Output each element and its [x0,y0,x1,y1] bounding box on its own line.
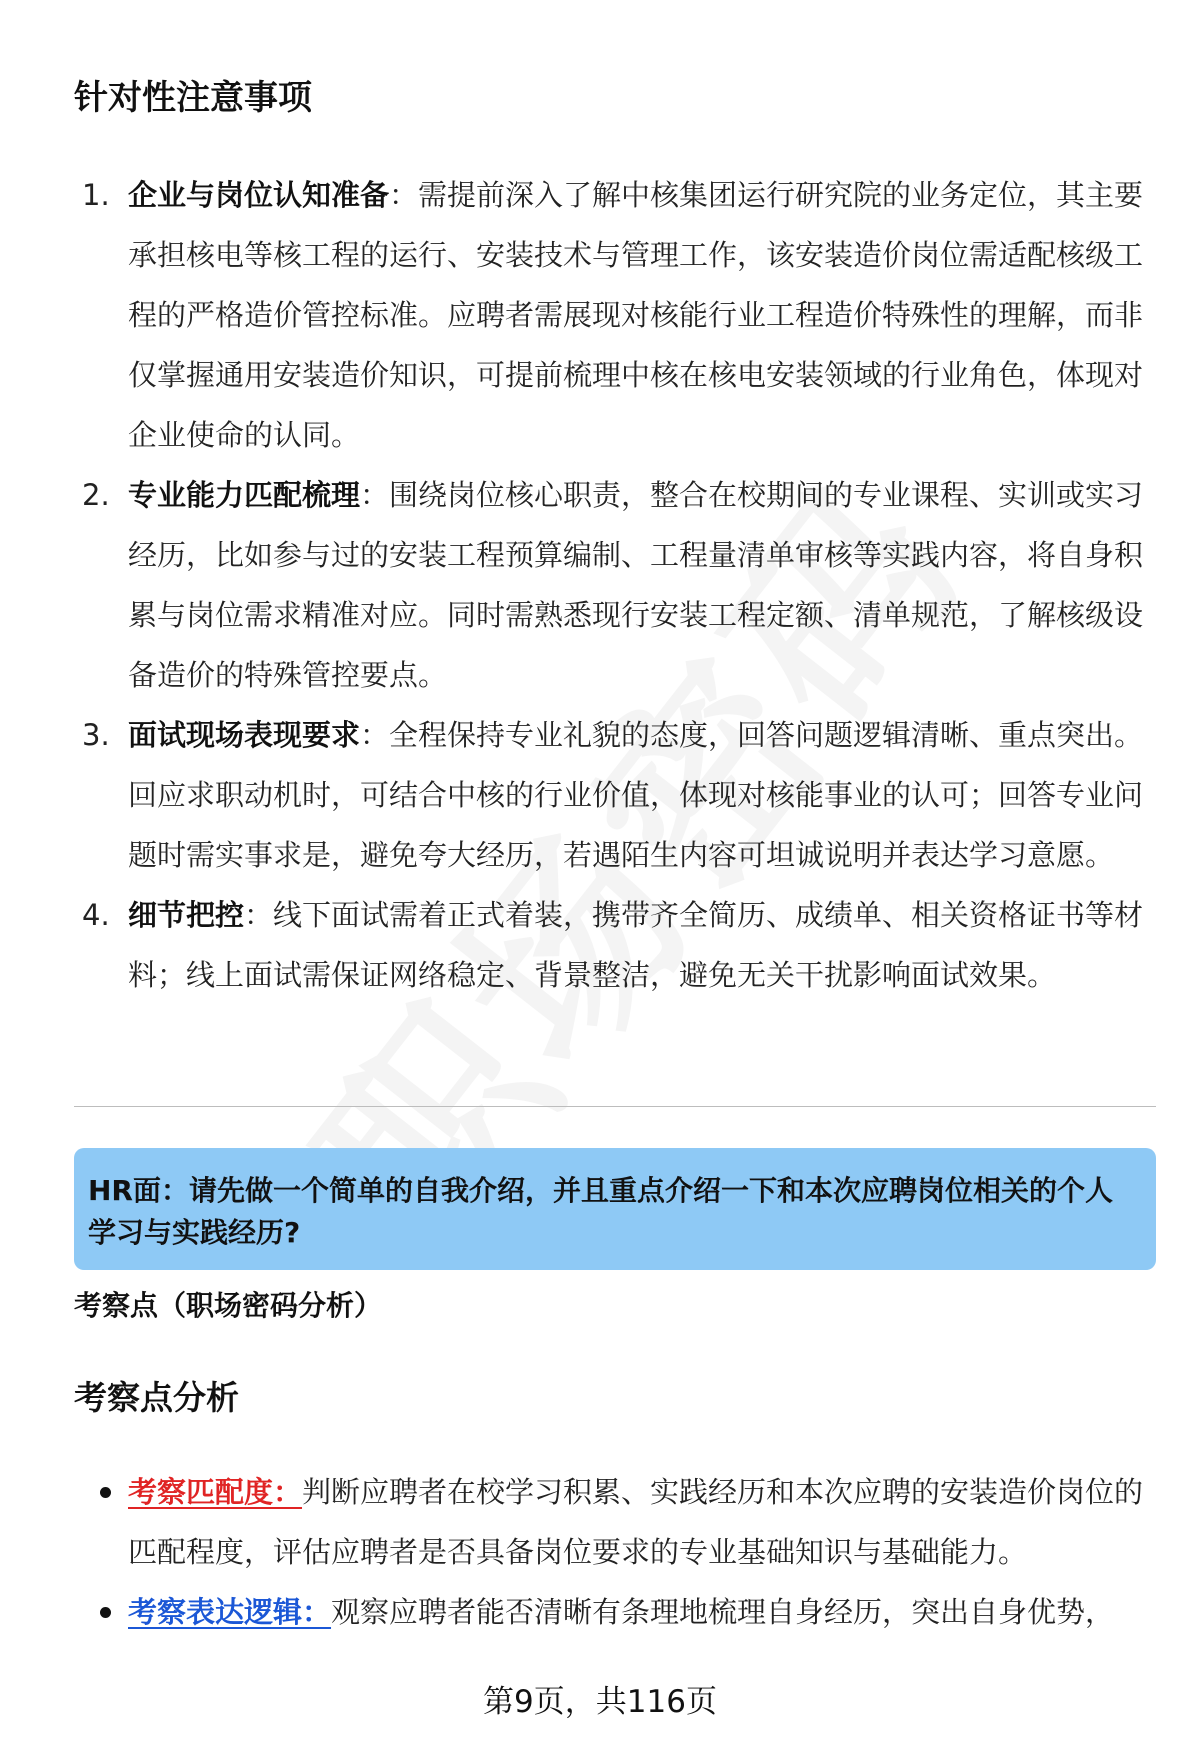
item-separator: ： [360,478,390,512]
item-text: 围绕岗位核心职责，整合在校期间的专业课程、实训或实习经历，比如参与过的安装工程预算编制、工程量清单审核等实践内容，将自身积累与岗位需求精准对应。同时需熟悉现行安装工程定额、清单规范，了解核级设备造价的特殊管控要点。 [128,478,1144,692]
bullet-keyword: 考察表达逻辑： [128,1595,332,1629]
item-separator: ： [389,178,419,212]
bullet-dot-icon [100,1607,111,1618]
item-number: 4. [82,898,110,932]
item-number: 2. [82,478,110,512]
section-title: 针对性注意事项 [74,78,312,118]
item-separator: ： [244,898,274,932]
numbered-list [74,165,1144,1005]
item-separator: ： [360,718,390,752]
question-box [74,1148,1156,1270]
list-item [74,1582,1144,1642]
item-number: 1. [82,178,110,212]
item-text: 需提前深入了解中核集团运行研究院的业务定位，其主要承担核电等核工程的运行、安装技术与管理工作，该安装造价岗位需适配核级工程的严格造价管控标准。应聘者需展现对核能行业工程造价特殊性的理解，而非仅掌握通用安装造价知识，可提前梳理中核在核电安装领域的行业角色，体现对企业使命的认同。 [128,178,1144,452]
item-title: 面试现场表现要求 [128,718,361,752]
analysis-bullet-list [74,1462,1144,1642]
bullet-text: 判断应聘者在校学习积累、实践经历和本次应聘的安装造价岗位的匹配程度，评估应聘者是否具备岗位要求的专业基础知识与基础能力。 [128,1475,1144,1569]
horizontal-divider [74,1106,1156,1107]
item-text: 线下面试需着正式着装，携带齐全简历、成绩单、相关资格证书等材料；线上面试需保证网络稳定、背景整洁，避免无关干扰影响面试效果。 [128,898,1144,992]
item-title: 企业与岗位认知准备 [128,178,390,212]
analysis-title: 考察点分析 [74,1378,239,1417]
bullet-text: 观察应聘者能否清晰有条理地梳理自身经历，突出自身优势， [331,1595,1115,1629]
list-item [74,165,1144,465]
question-text: HR面：请先做一个简单的自我介绍，并且重点介绍一下和本次应聘岗位相关的个人学习与实践经历? [88,1174,1113,1249]
item-text: 全程保持专业礼貌的态度，回答问题逻辑清晰、重点突出。回应求职动机时，可结合中核的行业价值，体现对核能事业的认可；回答专业问题时需实事求是，避免夸大经历，若遇陌生内容可坦诚说明并表达学习意愿。 [128,718,1144,872]
list-item [74,705,1144,885]
bullet-keyword: 考察匹配度： [128,1475,303,1509]
page-footer: 第9页，共116页 [483,1684,717,1720]
item-number: 3. [82,718,110,752]
item-title: 专业能力匹配梳理 [128,478,361,512]
list-item [74,1462,1144,1582]
list-item [74,465,1144,705]
item-title: 细节把控 [128,898,245,932]
exam-point-label: 考察点（职场密码分析） [74,1289,383,1322]
list-item [74,885,1144,1005]
bullet-dot-icon [100,1487,111,1498]
